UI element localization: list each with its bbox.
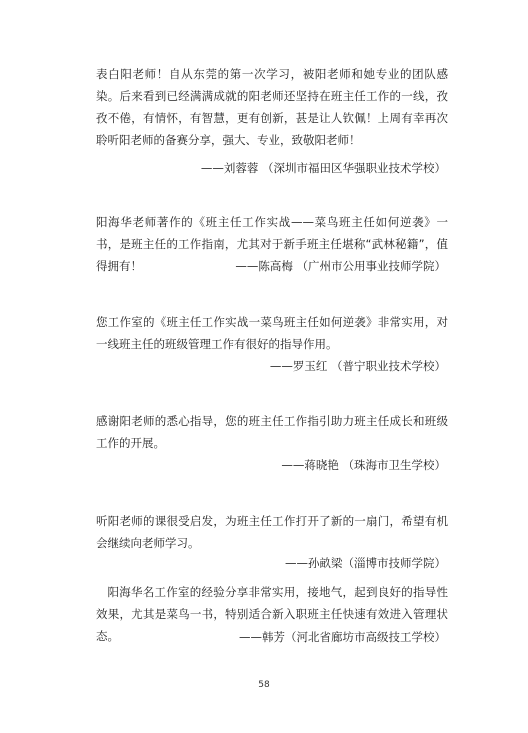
page-number: 58 — [258, 680, 270, 690]
testimonial-text-6: 阳海华名工作室的经验分享非常实用，接地气，起到良好的指导性效果，尤其是菜鸟一书，特别适合新入职班主任快速有效进入管理状态。 — [96, 585, 448, 643]
testimonial-signature-5: ——孙畝梁（淄博市技师学院） — [285, 556, 446, 570]
testimonial-text-1: 表白阳老师！自从东莞的第一次学习，被阳老师和她专业的团队感染。后来看到已经满满成就的阳老师还坚持在班主任工作的一线，孜孜不倦，有情怀，有智慧，更有创新，甚是让人钦佩！上周有幸再次聆听阳老师的备赛分享，强大、专业，致敬阳老师！ — [96, 67, 448, 147]
testimonial-signature-2: ——陈高梅 （广州市公用事业技师学院） — [235, 259, 446, 273]
testimonial-signature-6: ——韩芳（河北省廊坊市高级技工学校） — [239, 630, 446, 644]
testimonial-text-5: 听阳老师的课很受启发，为班主任工作打开了新的一扇门，希望有机会继续向老师学习。 — [96, 514, 448, 550]
testimonial-signature-4: ——蒋晓艳 （珠海市卫生学校） — [281, 458, 446, 472]
testimonial-signature-1: ——刘蓉蓉 （深圳市福田区华强职业技术学校） — [200, 161, 446, 175]
testimonial-text-4: 感谢阳老师的悉心指导，您的班主任工作指引助力班主任成长和班级工作的开展。 — [96, 414, 448, 450]
testimonial-signature-3: ——罗玉红 （普宁职业技术学校） — [269, 359, 446, 373]
testimonial-text-3: 您工作室的《班主任工作实战一菜鸟班主任如何逆袭》非常实用，对一线班主任的班级管理工作有很好的指导作用。 — [96, 315, 448, 351]
testimonial-text-2: 阳海华老师著作的《班主任工作实战——菜鸟班主任如何逆袭》一书，是班主任的工作指南，尤其对于新手班主任堪称“武林秘籍”，值得拥有！ — [96, 215, 448, 273]
